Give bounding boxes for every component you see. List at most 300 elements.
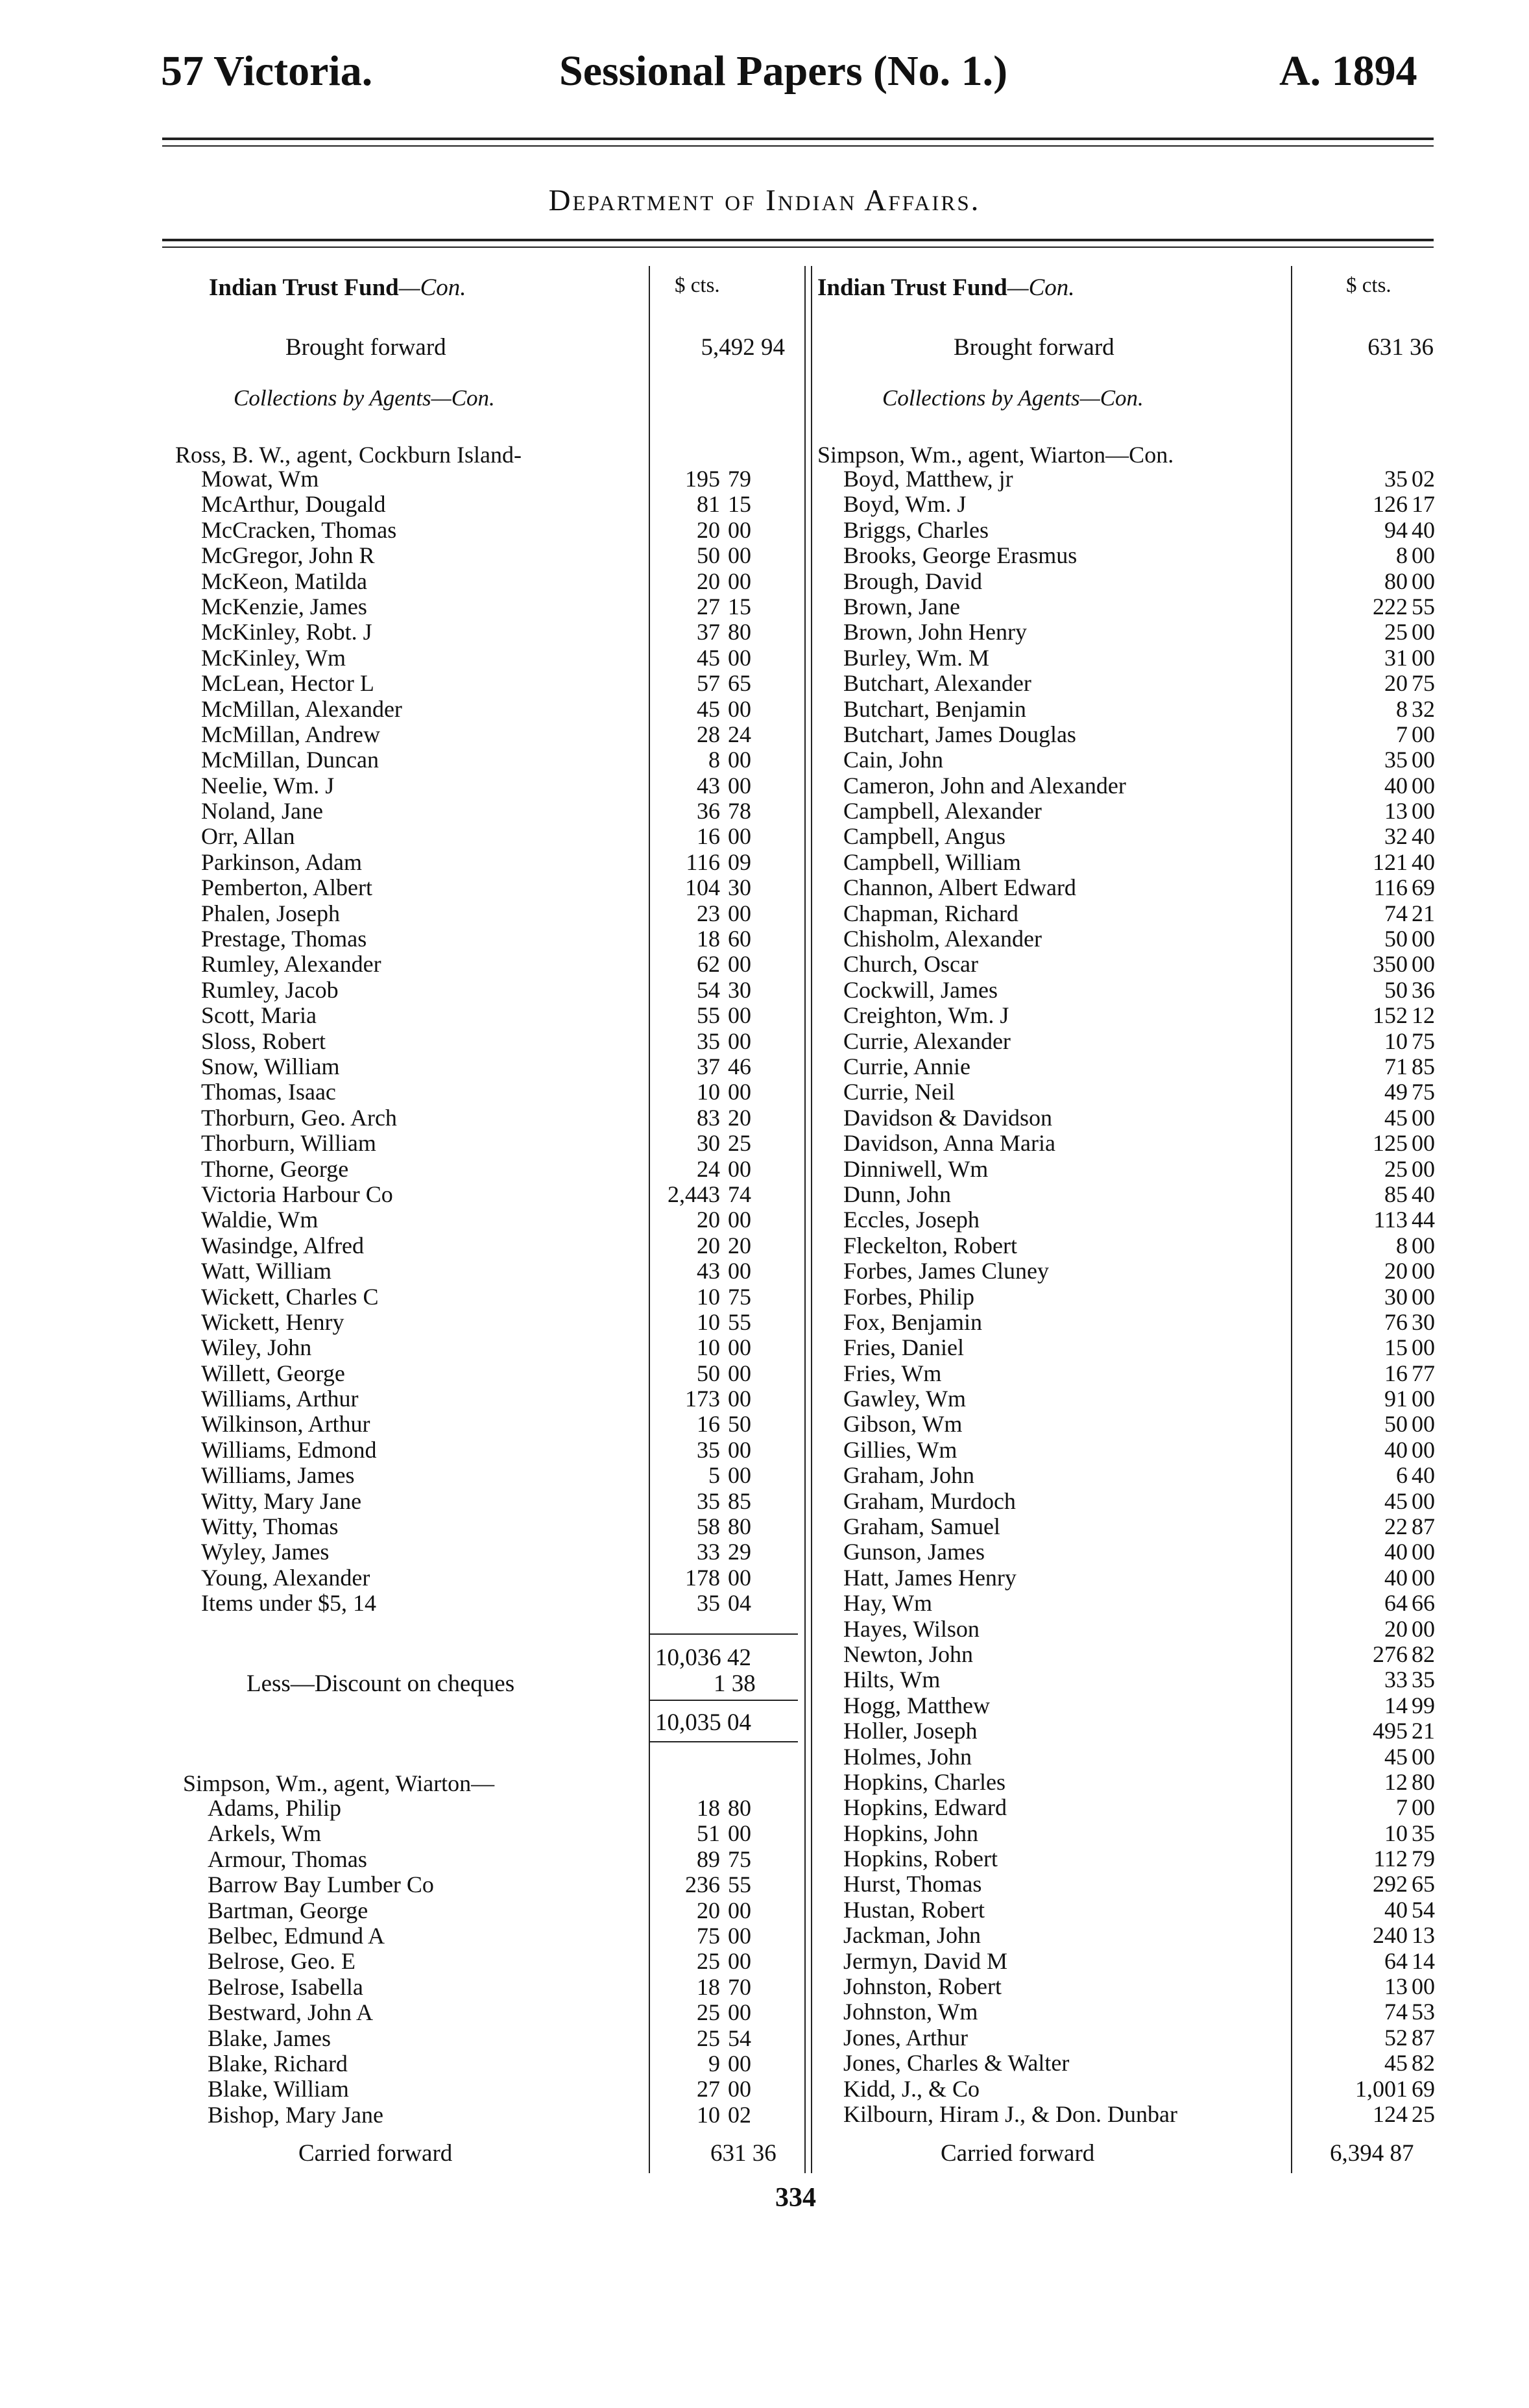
table-row — [201, 1412, 827, 1437]
entry-name: Dunn, John — [843, 1181, 952, 1207]
entry-cents: 79 — [728, 466, 751, 492]
entry-name: Fox, Benjamin — [843, 1308, 982, 1335]
entry-dollars: 10 — [697, 1334, 720, 1361]
table-row — [208, 1796, 827, 1821]
entry-dollars: 152 — [1373, 1002, 1408, 1029]
entry-name: Davidson & Davidson — [843, 1104, 1052, 1131]
table-row — [201, 1539, 827, 1565]
entry-name: Creighton, Wm. J — [843, 1002, 1009, 1029]
table-row — [843, 926, 1460, 952]
table-row — [208, 2077, 827, 2102]
table-row — [843, 1157, 1460, 1182]
entry-dollars: 50 — [1384, 1411, 1408, 1438]
entry-cents: 00 — [728, 1436, 751, 1463]
entry-name: Wyley, James — [201, 1539, 330, 1565]
entry-dollars: 1,001 — [1355, 2075, 1408, 2102]
entry-name: Scott, Maria — [201, 1002, 317, 1029]
table-row — [201, 978, 827, 1003]
entry-name: Hopkins, Charles — [843, 1768, 1005, 1795]
left-subtotal-rule-3 — [649, 1741, 798, 1742]
entry-dollars: 10 — [697, 1308, 720, 1335]
entry-cents: 25 — [728, 1130, 751, 1157]
table-row — [201, 1105, 827, 1131]
entry-name: Cain, John — [843, 747, 944, 773]
entry-cents: 00 — [728, 747, 751, 773]
entry-dollars: 30 — [1384, 1283, 1408, 1310]
entry-cents: 54 — [1412, 1896, 1435, 1923]
entry-dollars: 18 — [697, 1795, 720, 1821]
table-row — [201, 1438, 827, 1463]
entry-dollars: 80 — [1384, 568, 1408, 594]
entry-dollars: 36 — [697, 798, 720, 825]
entry-dollars: 292 — [1373, 1871, 1408, 1897]
entry-name: Currie, Alexander — [843, 1028, 1011, 1054]
table-row — [201, 799, 827, 824]
table-row — [843, 1667, 1460, 1692]
entry-cents: 69 — [1412, 2075, 1435, 2102]
table-row — [843, 1182, 1460, 1207]
entry-dollars: 9 — [708, 2050, 720, 2077]
entry-name: Hopkins, Edward — [843, 1794, 1007, 1821]
entry-dollars: 8 — [708, 747, 720, 773]
left-carried-forward-amount: 631 36 — [710, 2140, 777, 2167]
entry-dollars: 35 — [1384, 466, 1408, 492]
entry-dollars: 5 — [708, 1462, 720, 1489]
entry-name: Wiley, John — [201, 1334, 312, 1361]
table-row — [843, 697, 1460, 722]
table-row — [843, 799, 1460, 824]
table-row — [201, 543, 827, 568]
table-row — [843, 1361, 1460, 1386]
entry-name: Belrose, Geo. E — [208, 1948, 355, 1975]
entry-dollars: 236 — [685, 1872, 720, 1898]
left-subtotal-1: 10,036 42 — [655, 1644, 751, 1671]
entry-name: Currie, Neil — [843, 1079, 955, 1105]
entry-cents: 15 — [728, 593, 751, 620]
table-row — [201, 492, 827, 517]
entry-dollars: 20 — [1384, 1615, 1408, 1642]
entry-dollars: 32 — [1384, 823, 1408, 850]
entry-cents: 75 — [1412, 1028, 1435, 1054]
entry-dollars: 18 — [697, 1973, 720, 2000]
entry-cents: 87 — [1412, 1513, 1435, 1540]
entry-name: McMillan, Andrew — [201, 721, 380, 747]
entry-name: McCracken, Thomas — [201, 516, 397, 543]
entry-cents: 00 — [728, 1334, 751, 1361]
table-row — [843, 1258, 1460, 1284]
table-row — [843, 1105, 1460, 1131]
entry-dollars: 126 — [1373, 491, 1408, 518]
entry-cents: 00 — [728, 1922, 751, 1949]
table-row — [843, 722, 1460, 747]
entry-dollars: 276 — [1373, 1641, 1408, 1667]
table-row — [201, 1029, 827, 1054]
entry-name: Bestward, John A — [208, 1999, 373, 2026]
entry-dollars: 40 — [1384, 1564, 1408, 1591]
entry-cents: 40 — [1412, 516, 1435, 543]
entry-name: Prestage, Thomas — [201, 926, 367, 952]
table-row — [843, 1335, 1460, 1360]
entry-cents: 85 — [728, 1487, 751, 1514]
table-row — [843, 1923, 1460, 1948]
entry-cents: 79 — [1412, 1846, 1435, 1872]
entry-name: Jones, Charles & Walter — [843, 2050, 1070, 2077]
entry-dollars: 50 — [1384, 976, 1408, 1003]
entry-cents: 00 — [1412, 1487, 1435, 1514]
entry-dollars: 35 — [697, 1487, 720, 1514]
entry-cents: 00 — [728, 2050, 751, 2077]
table-row — [843, 1386, 1460, 1412]
entry-name: Jermyn, David M — [843, 1947, 1007, 1974]
entry-name: McKenzie, James — [201, 593, 367, 620]
table-row — [208, 2051, 827, 2077]
entry-name: McMillan, Alexander — [201, 695, 402, 722]
left-subtotal-rule-2 — [649, 1700, 798, 1701]
entry-cents: 00 — [728, 772, 751, 799]
entry-cents: 00 — [728, 1028, 751, 1054]
entry-cents: 00 — [728, 1820, 751, 1847]
entry-dollars: 222 — [1373, 593, 1408, 620]
entry-name: Thorne, George — [201, 1155, 349, 1182]
entry-name: Wickett, Henry — [201, 1308, 344, 1335]
entry-dollars: 20 — [697, 1232, 720, 1258]
entry-cents: 00 — [1412, 926, 1435, 952]
entry-dollars: 45 — [697, 644, 720, 671]
table-row — [843, 1207, 1460, 1233]
entry-cents: 40 — [1412, 849, 1435, 875]
entry-cents: 30 — [1412, 1308, 1435, 1335]
entry-dollars: 20 — [697, 1897, 720, 1923]
entry-cents: 54 — [728, 2025, 751, 2051]
table-row — [843, 773, 1460, 799]
entry-name: Parkinson, Adam — [201, 849, 362, 875]
entry-cents: 00 — [728, 1079, 751, 1105]
left-subtotal-rule-1 — [649, 1633, 798, 1635]
entry-dollars: 20 — [1384, 1258, 1408, 1284]
entry-dollars: 13 — [1384, 1973, 1408, 2000]
left-section2-rows — [208, 1796, 827, 2128]
left-brought-forward-label: Brought forward — [285, 334, 446, 361]
entry-name: Brown, Jane — [843, 593, 960, 620]
entry-cents: 04 — [728, 1590, 751, 1617]
section-rule-bottom — [162, 247, 1434, 248]
entry-name: Watt, William — [201, 1258, 331, 1284]
entry-cents: 82 — [1412, 2050, 1435, 2077]
entry-dollars: 37 — [697, 1053, 720, 1079]
entry-name: Witty, Thomas — [201, 1513, 339, 1540]
table-row — [201, 697, 827, 722]
entry-cents: 00 — [728, 1999, 751, 2026]
left-heading: Indian Trust Fund—Con. — [209, 274, 466, 301]
entry-cents: 00 — [1412, 1794, 1435, 1821]
entry-dollars: 50 — [1384, 926, 1408, 952]
entry-dollars: 71 — [1384, 1053, 1408, 1079]
table-row — [208, 1872, 827, 1897]
entry-name: Williams, Edmond — [201, 1436, 377, 1463]
table-row — [201, 466, 827, 492]
table-row — [843, 952, 1460, 977]
entry-dollars: 16 — [1384, 1360, 1408, 1386]
table-row — [843, 2102, 1460, 2127]
entry-dollars: 50 — [697, 1360, 720, 1386]
entry-name: Holler, Joseph — [843, 1718, 978, 1744]
entry-name: Gillies, Wm — [843, 1436, 957, 1463]
entry-cents: 32 — [1412, 695, 1435, 722]
table-row — [843, 492, 1460, 517]
entry-cents: 00 — [1412, 1283, 1435, 1310]
header-year: A. 1894 — [1279, 47, 1417, 95]
table-row — [843, 620, 1460, 645]
entry-dollars: 8 — [1396, 1232, 1408, 1258]
entry-cents: 00 — [728, 644, 751, 671]
table-row — [201, 926, 827, 952]
entry-cents: 00 — [728, 1948, 751, 1975]
table-row — [843, 1999, 1460, 2025]
entry-dollars: 33 — [697, 1539, 720, 1565]
section-rule-top — [162, 239, 1434, 241]
entry-name: Dinniwell, Wm — [843, 1155, 989, 1182]
entry-dollars: 350 — [1373, 951, 1408, 978]
table-row — [201, 952, 827, 977]
entry-name: Fries, Wm — [843, 1360, 942, 1386]
left-less-label: Less—Discount on cheques — [247, 1670, 515, 1697]
entry-cents: 30 — [728, 976, 751, 1003]
entry-name: Davidson, Anna Maria — [843, 1130, 1055, 1157]
entry-dollars: 16 — [697, 823, 720, 850]
entry-dollars: 81 — [697, 491, 720, 518]
entry-name: Waldie, Wm — [201, 1207, 319, 1233]
entry-cents: 40 — [1412, 823, 1435, 850]
entry-name: Briggs, Charles — [843, 516, 989, 543]
entry-dollars: 45 — [1384, 1743, 1408, 1770]
table-row — [843, 1565, 1460, 1591]
entry-cents: 00 — [1412, 1564, 1435, 1591]
table-row — [201, 1310, 827, 1335]
entry-dollars: 37 — [697, 619, 720, 645]
entry-cents: 30 — [728, 874, 751, 901]
entry-dollars: 62 — [697, 951, 720, 978]
entry-dollars: 195 — [685, 466, 720, 492]
entry-cents: 00 — [728, 951, 751, 978]
table-row — [843, 1897, 1460, 1923]
right-brought-forward-amount: 631 36 — [1367, 334, 1434, 361]
entry-dollars: 2,443 — [668, 1181, 720, 1207]
entry-dollars: 7 — [1396, 1794, 1408, 1821]
entry-cents: 75 — [728, 1846, 751, 1872]
entry-name: Chapman, Richard — [843, 900, 1018, 926]
left-agent-ross: Ross, B. W., agent, Cockburn Island- — [175, 442, 522, 468]
entry-name: Graham, Murdoch — [843, 1487, 1016, 1514]
entry-name: Jones, Arthur — [843, 2024, 968, 2051]
entry-name: Campbell, William — [843, 849, 1021, 875]
table-row — [208, 1847, 827, 1872]
entry-dollars: 45 — [1384, 1104, 1408, 1131]
entry-dollars: 121 — [1373, 849, 1408, 875]
entry-dollars: 495 — [1373, 1718, 1408, 1744]
entry-cents: 65 — [1412, 1871, 1435, 1897]
left-less-amount: 1 38 — [714, 1670, 756, 1697]
table-row — [843, 569, 1460, 594]
entry-name: Pemberton, Albert — [201, 874, 372, 901]
entry-name: Hogg, Matthew — [843, 1692, 990, 1718]
entry-dollars: 25 — [1384, 619, 1408, 645]
entry-dollars: 125 — [1373, 1130, 1408, 1157]
entry-cents: 00 — [728, 695, 751, 722]
entry-name: Butchart, James Douglas — [843, 721, 1076, 747]
table-row — [201, 1207, 827, 1233]
entry-dollars: 28 — [697, 721, 720, 747]
table-row — [843, 1079, 1460, 1105]
table-row — [208, 2000, 827, 2025]
entry-name: Hustan, Robert — [843, 1896, 985, 1923]
table-row — [201, 1182, 827, 1207]
entry-cents: 74 — [728, 1181, 751, 1207]
table-row — [843, 1131, 1460, 1156]
entry-name: Willett, George — [201, 1360, 345, 1386]
entry-dollars: 240 — [1373, 1922, 1408, 1949]
entry-dollars: 58 — [697, 1513, 720, 1540]
entry-cents: 00 — [728, 1207, 751, 1233]
entry-name: Barrow Bay Lumber Co — [208, 1872, 434, 1898]
table-row — [843, 1539, 1460, 1565]
entry-name: Items under $5, 14 — [201, 1590, 376, 1617]
table-row — [201, 901, 827, 926]
entry-cents: 25 — [1412, 2101, 1435, 2127]
right-agent-simpson: Simpson, Wm., agent, Wiarton—Con. — [817, 442, 1174, 468]
entry-cents: 53 — [1412, 1999, 1435, 2025]
entry-dollars: 91 — [1384, 1386, 1408, 1412]
entry-name: Fries, Daniel — [843, 1334, 964, 1361]
entry-dollars: 45 — [1384, 2050, 1408, 2077]
entry-cents: 87 — [1412, 2024, 1435, 2051]
entry-cents: 60 — [728, 926, 751, 952]
entry-cents: 00 — [728, 1360, 751, 1386]
entry-cents: 75 — [1412, 670, 1435, 697]
entry-cents: 80 — [728, 619, 751, 645]
entry-dollars: 40 — [1384, 1436, 1408, 1463]
entry-cents: 00 — [728, 1462, 751, 1489]
table-row — [843, 1617, 1460, 1642]
entry-cents: 00 — [728, 1564, 751, 1591]
table-row — [843, 671, 1460, 696]
right-brought-forward-label: Brought forward — [954, 334, 1114, 361]
right-carried-forward-amount: 6,394 87 — [1330, 2140, 1414, 2167]
entry-name: Hilts, Wm — [843, 1667, 941, 1693]
table-row — [201, 824, 827, 849]
entry-name: Victoria Harbour Co — [201, 1181, 393, 1207]
table-row — [843, 2025, 1460, 2051]
entry-name: Boyd, Wm. J — [843, 491, 967, 518]
entry-cents: 55 — [728, 1308, 751, 1335]
table-row — [843, 1003, 1460, 1028]
entry-name: McArthur, Dougald — [201, 491, 386, 518]
table-row — [201, 1565, 827, 1591]
entry-name: Wilkinson, Arthur — [201, 1411, 370, 1438]
table-row — [843, 1284, 1460, 1310]
table-row — [201, 1489, 827, 1514]
table-row — [201, 1514, 827, 1539]
entry-cents: 00 — [1412, 772, 1435, 799]
entry-cents: 00 — [728, 1155, 751, 1182]
entry-dollars: 16 — [697, 1411, 720, 1438]
entry-dollars: 40 — [1384, 1896, 1408, 1923]
entry-dollars: 25 — [697, 1948, 720, 1975]
entry-cents: 80 — [728, 1795, 751, 1821]
table-row — [843, 466, 1460, 492]
entry-name: Gunson, James — [843, 1539, 985, 1565]
entry-name: Kidd, J., & Co — [843, 2075, 980, 2102]
entry-dollars: 22 — [1384, 1513, 1408, 1540]
entry-cents: 00 — [728, 568, 751, 594]
entry-name: Butchart, Benjamin — [843, 695, 1026, 722]
table-row — [843, 824, 1460, 849]
entry-cents: 00 — [1412, 1232, 1435, 1258]
entry-cents: 00 — [728, 1386, 751, 1412]
entry-name: Johnston, Robert — [843, 1973, 1002, 2000]
entry-name: Williams, James — [201, 1462, 355, 1489]
entry-name: Fleckelton, Robert — [843, 1232, 1017, 1258]
entry-dollars: 104 — [685, 874, 720, 901]
entry-name: Williams, Arthur — [201, 1386, 359, 1412]
entry-cents: 09 — [728, 849, 751, 875]
entry-dollars: 33 — [1384, 1667, 1408, 1693]
entry-dollars: 25 — [697, 1999, 720, 2026]
entry-name: Gibson, Wm — [843, 1411, 963, 1438]
entry-cents: 00 — [1412, 1615, 1435, 1642]
entry-cents: 00 — [1412, 1334, 1435, 1361]
entry-dollars: 45 — [1384, 1487, 1408, 1514]
table-row — [201, 1284, 827, 1310]
table-row — [201, 645, 827, 671]
entry-name: McKeon, Matilda — [201, 568, 367, 594]
table-row — [843, 1872, 1460, 1897]
entry-name: Chisholm, Alexander — [843, 926, 1042, 952]
left-unit-label: $ cts. — [675, 274, 720, 297]
table-row — [201, 1258, 827, 1284]
left-subheading: Collections by Agents—Con. — [234, 385, 495, 411]
entry-dollars: 27 — [697, 2076, 720, 2102]
entry-cents: 00 — [1412, 1436, 1435, 1463]
entry-name: Bishop, Mary Jane — [208, 2101, 383, 2128]
entry-cents: 00 — [1412, 1155, 1435, 1182]
entry-cents: 40 — [1412, 1181, 1435, 1207]
right-heading: Indian Trust Fund—Con. — [817, 274, 1075, 301]
entry-dollars: 31 — [1384, 644, 1408, 671]
table-row — [201, 518, 827, 543]
left-carried-forward-label: Carried forward — [298, 2140, 453, 2167]
entry-dollars: 8 — [1396, 695, 1408, 722]
entry-name: Boyd, Matthew, jr — [843, 466, 1013, 492]
entry-cents: 80 — [728, 1513, 751, 1540]
entry-dollars: 25 — [697, 2025, 720, 2051]
entry-cents: 00 — [1412, 1258, 1435, 1284]
entry-cents: 80 — [1412, 1768, 1435, 1795]
entry-name: Forbes, James Cluney — [843, 1258, 1049, 1284]
table-row — [201, 1361, 827, 1386]
entry-cents: 66 — [1412, 1590, 1435, 1617]
entry-dollars: 15 — [1384, 1334, 1408, 1361]
entry-name: Belbec, Edmund A — [208, 1922, 385, 1949]
table-row — [843, 901, 1460, 926]
entry-dollars: 74 — [1384, 1999, 1408, 2025]
entry-dollars: 51 — [697, 1820, 720, 1847]
entry-dollars: 55 — [697, 1002, 720, 1029]
entry-dollars: 116 — [686, 849, 720, 875]
entry-cents: 00 — [728, 1258, 751, 1284]
table-row — [843, 1412, 1460, 1437]
entry-name: Forbes, Philip — [843, 1283, 975, 1310]
entry-dollars: 25 — [1384, 1155, 1408, 1182]
